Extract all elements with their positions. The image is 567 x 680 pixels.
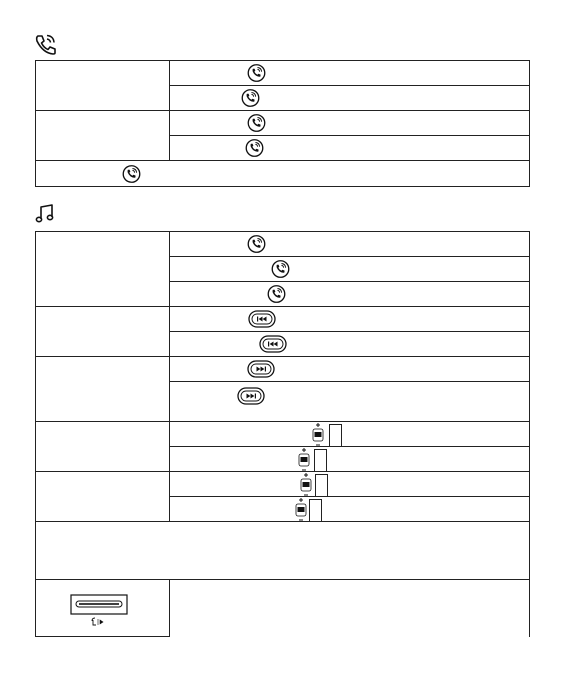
table-cell <box>170 472 530 497</box>
table-cell <box>170 136 530 161</box>
phone-call-button-icon <box>122 164 141 183</box>
previous-track-button-icon <box>259 335 287 353</box>
table-cell <box>36 472 170 522</box>
phone-call-button-icon <box>271 260 290 279</box>
music-controls-table <box>35 231 530 637</box>
table-cell <box>36 357 170 422</box>
table-cell <box>36 161 530 187</box>
volume-rocker-icon <box>311 422 325 448</box>
previous-track-button-icon <box>248 310 276 328</box>
table-cell <box>36 232 170 307</box>
volume-rocker-icon <box>294 497 308 523</box>
table-cell <box>170 422 530 447</box>
table-cell <box>36 111 170 161</box>
phone-call-button-icon <box>241 89 260 108</box>
table-cell <box>170 447 530 472</box>
table-cell <box>170 282 530 307</box>
table-cell <box>36 522 530 580</box>
table-cell <box>170 232 530 257</box>
call-controls-table <box>35 60 530 187</box>
table-cell <box>170 257 530 282</box>
phone-call-button-icon <box>247 64 266 83</box>
phone-call-button-icon <box>247 114 266 133</box>
usb-charging-port-icon <box>70 594 128 628</box>
table-cell <box>170 580 530 637</box>
table-cell <box>170 61 530 86</box>
table-cell <box>170 332 530 357</box>
volume-side-panel <box>315 474 328 497</box>
table-cell <box>36 61 170 111</box>
table-cell <box>170 86 530 111</box>
volume-rocker-icon <box>299 472 313 498</box>
table-cell <box>170 497 530 522</box>
next-track-button-icon <box>237 387 265 405</box>
table-cell <box>170 382 530 422</box>
table-cell <box>170 111 530 136</box>
phone-call-button-icon <box>245 139 264 158</box>
table-cell <box>36 307 170 357</box>
table-cell <box>170 307 530 332</box>
next-track-button-icon <box>247 360 275 378</box>
table-cell <box>36 580 170 637</box>
volume-side-panel <box>309 499 322 522</box>
table-cell <box>170 357 530 382</box>
table-cell <box>36 422 170 472</box>
volume-side-panel <box>314 449 327 472</box>
music-note-icon <box>34 203 56 225</box>
phone-call-button-icon <box>267 285 286 304</box>
volume-rocker-icon <box>297 447 311 473</box>
volume-side-panel <box>329 424 342 447</box>
phone-call-icon <box>34 33 56 55</box>
phone-call-button-icon <box>247 235 266 254</box>
